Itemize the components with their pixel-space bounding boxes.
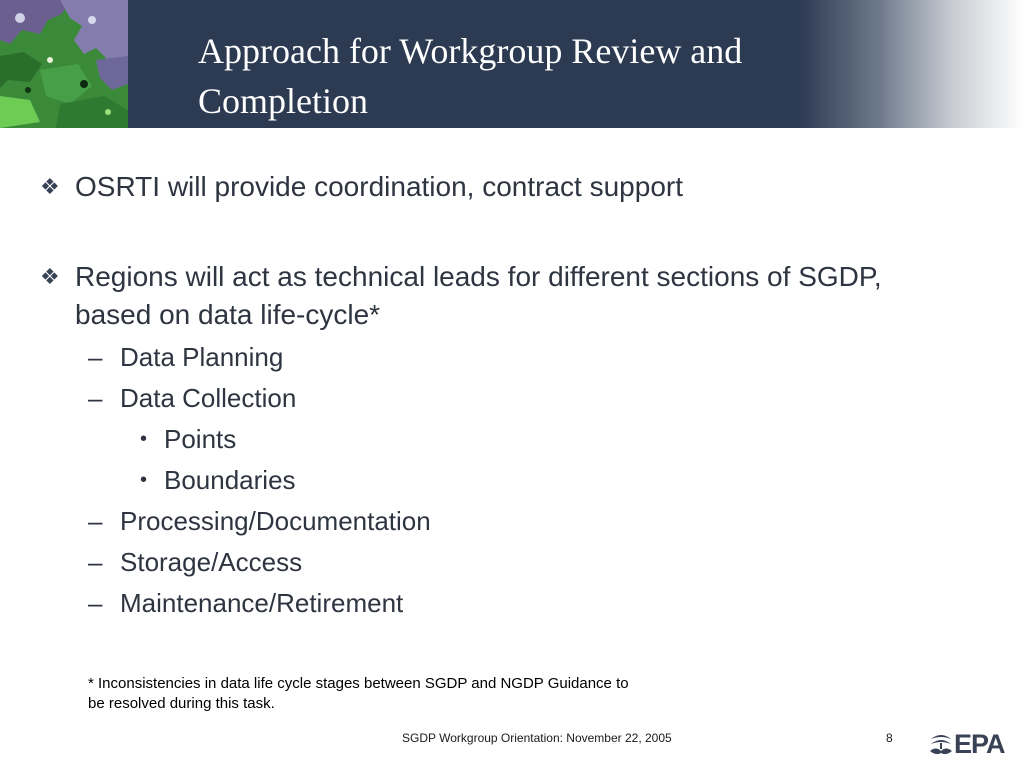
subsubitem-points	[140, 423, 236, 455]
subitem-data-collection	[88, 382, 296, 414]
bullet-regions	[40, 258, 900, 334]
diamond-bullet-icon: ❖	[40, 264, 60, 289]
epa-logo-text: EPA	[954, 729, 1005, 759]
subitem-text: Processing/Documentation	[120, 506, 431, 536]
epa-logo	[928, 729, 1014, 759]
bullet-text: Regions will act as technical leads for different sections of SGDP, based on data life-cycle*	[75, 261, 882, 330]
footnote: * Inconsistencies in data life cycle stages between SGDP and NGDP Guidance to be resolved during this task.	[88, 675, 629, 712]
subitem-processing	[88, 505, 431, 537]
dash-bullet-icon: –	[88, 383, 103, 413]
dot-bullet-icon: •	[140, 469, 148, 491]
epa-flower-icon	[928, 729, 954, 759]
subitem-maintenance	[88, 587, 403, 619]
subsubitem-text: Points	[164, 424, 237, 454]
diamond-bullet-icon: ❖	[40, 174, 60, 199]
dash-bullet-icon: –	[88, 342, 103, 372]
footer-caption: SGDP Workgroup Orientation: November 22, 2005	[402, 731, 672, 745]
dash-bullet-icon: –	[88, 506, 103, 536]
dash-bullet-icon: –	[88, 588, 103, 618]
subitem-text: Maintenance/Retirement	[120, 588, 404, 618]
subitem-text: Data Planning	[120, 342, 284, 372]
slide-title: Approach for Workgroup Review and Completion	[198, 31, 743, 121]
bullet-text: OSRTI will provide coordination, contract support	[75, 171, 683, 202]
dot-bullet-icon: •	[140, 428, 148, 450]
bullet-osrti	[40, 168, 900, 206]
page-number: 8	[886, 731, 893, 745]
subitem-storage	[88, 546, 302, 578]
dash-bullet-icon: –	[88, 547, 103, 577]
subitem-text: Data Collection	[120, 383, 297, 413]
subsubitem-text: Boundaries	[164, 465, 296, 495]
subitem-text: Storage/Access	[120, 547, 303, 577]
subitem-data-planning	[88, 341, 283, 373]
subsubitem-boundaries	[140, 464, 296, 496]
